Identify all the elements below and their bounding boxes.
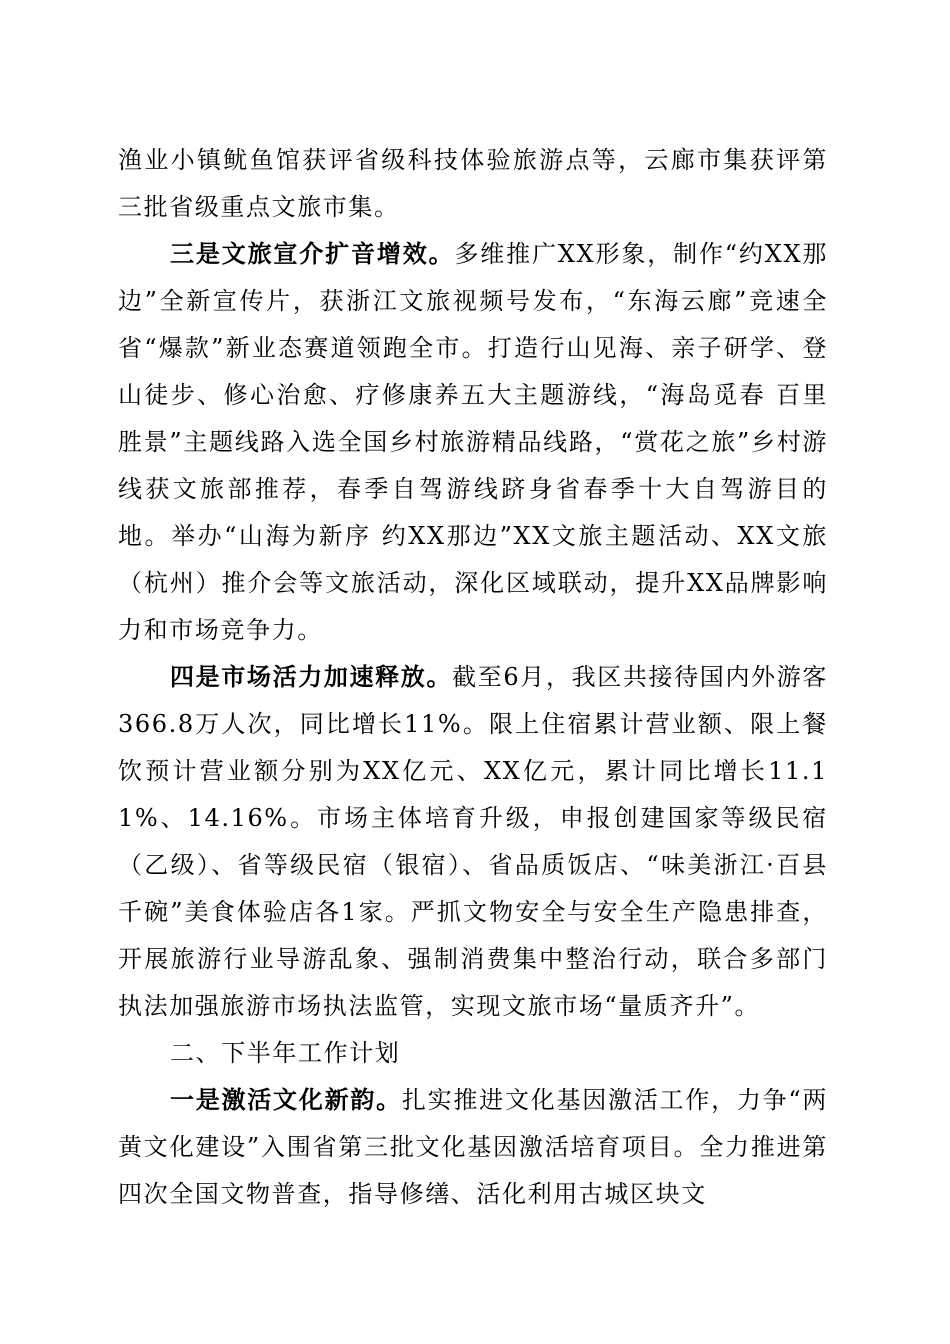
paragraph-promotion [118,231,828,654]
document-body [118,137,828,1218]
paragraph-text: 截至6月，我区共接待国内外游客366.8万人次，同比增长11%。限上住宿累计营业额、限上餐饮预计营业额分别为XX亿元、XX亿元，累计同比增长11.11%、14.16%。市场主体培育升级，申报创建国家等级民宿（乙级）、省等级民宿（银宿）、省品质饭店、“味美浙江·百县千碗”美食体验店各1家。严抓文物安全与安全生产隐患排查，开展旅游行业导游乱象、强制消费集中整治行动，联合多部门执法加强旅游市场执法监管，实现文旅市场“量质齐升”。 [118,663,828,1020]
paragraph-market [118,654,828,1030]
paragraph-text: 渔业小镇鱿鱼馆获评省级科技体验旅游点等，云廊市集获评第三批省级重点文旅市集。 [118,146,828,221]
paragraph-lead: 四是市场活力加速释放。 [170,663,453,691]
paragraph-lead: 一是激活文化新韵。 [170,1086,402,1114]
paragraph-lead: 三是文旅宣介扩音增效。 [170,240,455,268]
paragraph-continuation [118,137,828,231]
paragraph-culture [118,1077,828,1218]
paragraph-text: 扎实推进文化基因激活工作，力争“两黄文化建设”入围省第三批文化基因激活培育项目。全力推进第四次全国文物普查，指导修缮、活化利用古城区块文 [118,1086,828,1208]
section-heading: 二、下半年工作计划 [170,1039,401,1067]
paragraph-text: 多维推广XX形象，制作“约XX那边”全新宣传片，获浙江文旅视频号发布，“东海云廊”竞速全省“爆款”新业态赛道领跑全市。打造行山见海、亲子研学、登山徒步、修心治愈、疗修康养五大主题游线，“海岛觅春 百里胜景”主题线路入选全国乡村旅游精品线路，“赏花之旅”乡村游线获文旅部推荐，春季自驾游线跻身省春季十大自驾游目的地。举办“山海为新序 约XX那边”XX文旅主题活动、XX文旅（杭州）推介会等文旅活动，深化区域联动，提升XX品牌影响力和市场竞争力。 [118,240,828,644]
